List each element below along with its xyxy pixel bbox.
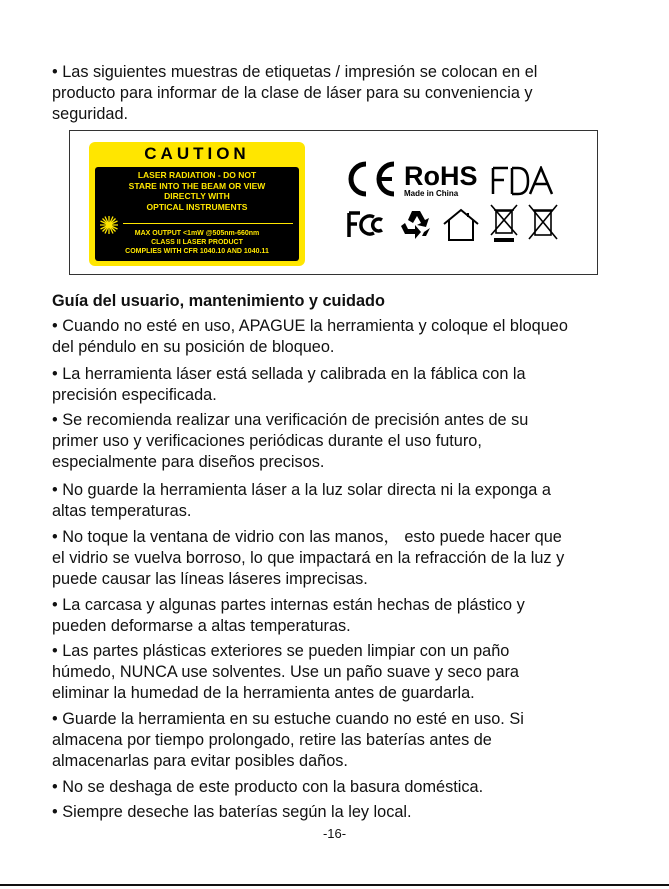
bottom-divider xyxy=(0,884,669,886)
rohs-logo: RoHS xyxy=(404,161,478,191)
paragraph-line: húmedo, NUNCA use solventes. Use un paño suave y seco para xyxy=(52,663,519,681)
laser-beam-line xyxy=(123,223,293,224)
caution-label xyxy=(89,142,305,266)
paragraph-8 xyxy=(52,709,622,772)
caution-label-panel xyxy=(95,167,299,261)
paragraph-4 xyxy=(52,480,622,522)
paragraph-line: • La herramienta láser está sellada y calibrada en la fáblica con la xyxy=(52,365,526,383)
paragraph-line: altas temperaturas. xyxy=(52,502,192,520)
intro-line: producto para informar de la clase de láser para su conveniencia y xyxy=(52,84,533,102)
paragraph-line: • No se deshaga de este producto con la basura doméstica. xyxy=(52,778,484,796)
paragraph-line: almacena por tiempo prolongado, retire las baterías antes de xyxy=(52,731,492,749)
paragraph-line: el vidrio se vuelva borroso, lo que impactará en la refracción de la luz y xyxy=(52,549,565,567)
paragraph-6 xyxy=(52,595,622,637)
recycle-icon xyxy=(398,208,434,242)
rohs-subtitle: Made in China xyxy=(404,189,459,198)
paragraph-line: eliminar la humedad de la herramienta antes de guardarla. xyxy=(52,684,475,702)
paragraph-5 xyxy=(52,527,622,590)
paragraph-1 xyxy=(52,316,622,358)
crossed-battery-bin-icon xyxy=(527,203,559,243)
paragraph-line: • La carcasa y algunas partes internas están hechas de plástico y xyxy=(52,596,525,614)
paragraph-line: • Cuando no esté en uso, APAGUE la herramienta y coloque el bloqueo xyxy=(52,317,568,335)
caution-title: CAUTION xyxy=(144,144,250,163)
paragraph-line: pueden deformarse a altas temperaturas. xyxy=(52,617,351,635)
paragraph-line: especialmente para diseños precisos. xyxy=(52,453,325,471)
warning-line: LASER RADIATION - DO NOT xyxy=(137,170,257,180)
paragraph-line: precisión especificada. xyxy=(52,386,217,404)
paragraph-2 xyxy=(52,364,622,406)
page-number: -16- xyxy=(322,826,347,841)
paragraph-3 xyxy=(52,410,622,473)
fda-logo-icon xyxy=(490,166,556,196)
paragraph-line: puede causar las líneas láseres imprecisas. xyxy=(52,570,368,588)
paragraph-7 xyxy=(52,641,622,704)
spec-line: MAX OUTPUT <1mW @505nm-660nm xyxy=(134,230,260,237)
paragraph-line: • Guarde la herramienta en su estuche cuando no esté en uso. Si xyxy=(52,710,524,728)
intro-line: • Las siguientes muestras de etiquetas / impresión se colocan en el xyxy=(52,63,538,81)
paragraph-9 xyxy=(52,777,622,798)
warning-line: STARE INTO THE BEAM OR VIEW xyxy=(128,180,266,191)
intro-paragraph xyxy=(52,62,622,125)
house-icon xyxy=(441,208,485,242)
spec-line: CLASS II LASER PRODUCT xyxy=(151,239,243,246)
paragraph-line: • Se recomienda realizar una verificación de precisión antes de su xyxy=(52,411,529,429)
laser-warning-text xyxy=(95,170,299,212)
paragraph-line: primer uso y verificaciones periódicas durante el uso futuro, xyxy=(52,432,482,450)
paragraph-line: • No toque la ventana de vidrio con las manos， esto puede hacer que xyxy=(52,528,562,546)
paragraph-line: • No guarde la herramienta láser a la luz solar directa ni la exponga a xyxy=(52,481,551,499)
intro-line: seguridad. xyxy=(52,105,129,123)
warning-line: DIRECTLY WITH xyxy=(164,191,230,201)
fcc-logo-icon xyxy=(346,210,386,240)
paragraph-line: del péndulo en su posición de bloqueo. xyxy=(52,338,335,356)
laser-spec-text xyxy=(95,229,299,256)
paragraph-line: • Las partes plásticas exteriores se pueden limpiar con un paño xyxy=(52,642,510,660)
crossed-bin-icon xyxy=(489,203,519,245)
warning-line: OPTICAL INSTRUMENTS xyxy=(146,201,248,212)
paragraph-line: almacenarlas para evitar posibles daños. xyxy=(52,752,348,770)
spec-line: COMPLIES WITH CFR 1040.10 AND 1040.11 xyxy=(125,248,269,255)
section-heading: Guía del usuario, mantenimiento y cuidado xyxy=(52,292,385,310)
paragraph-line: • Siempre deseche las baterías según la ley local. xyxy=(52,803,412,821)
paragraph-10 xyxy=(52,802,622,823)
ce-mark-icon xyxy=(344,161,398,197)
